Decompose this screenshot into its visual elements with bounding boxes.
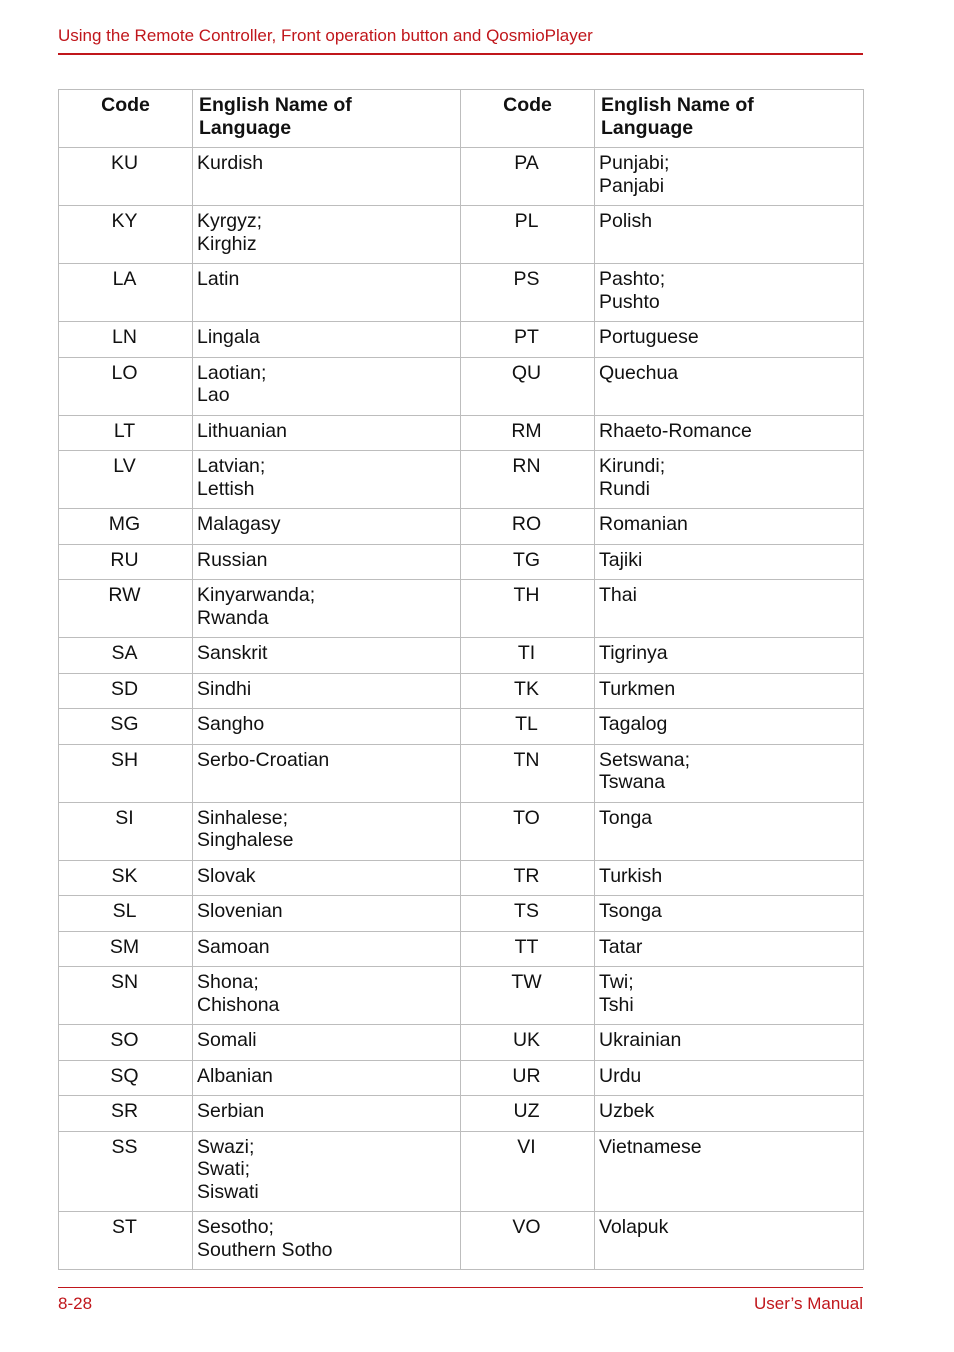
page-header xyxy=(58,26,863,55)
language-code-cell: TW xyxy=(461,967,595,1025)
language-code-cell: RW xyxy=(59,580,193,638)
language-name-line: Chishona xyxy=(197,993,280,1016)
language-name-cell xyxy=(193,673,461,709)
language-name-line: Kirundi; xyxy=(599,455,666,477)
table-header-row xyxy=(59,90,864,148)
language-code-cell: LV xyxy=(59,451,193,509)
language-code-cell: LO xyxy=(59,357,193,415)
table-row xyxy=(59,451,864,509)
language-code-cell: TO xyxy=(461,802,595,860)
language-name-line: Malagasy xyxy=(197,513,281,535)
language-name-line: Tsonga xyxy=(599,900,662,922)
language-name-line: Urdu xyxy=(599,1064,642,1087)
language-name-cell xyxy=(193,744,461,802)
language-code-cell: RN xyxy=(461,451,595,509)
language-code-cell: PS xyxy=(461,264,595,322)
language-name-cell xyxy=(595,1025,864,1061)
table-row xyxy=(59,896,864,932)
language-code-cell: UR xyxy=(461,1060,595,1096)
language-code-cell: TG xyxy=(461,544,595,580)
language-code-cell: RU xyxy=(59,544,193,580)
language-name-line: Rwanda xyxy=(197,606,269,629)
language-name-line: Kirghiz xyxy=(197,232,257,255)
language-code-cell: LN xyxy=(59,322,193,358)
language-name-line: Volapuk xyxy=(599,1216,669,1238)
language-code-cell: SR xyxy=(59,1096,193,1132)
language-code-cell: MG xyxy=(59,509,193,545)
language-name-cell xyxy=(595,860,864,896)
language-code-cell: KY xyxy=(59,206,193,264)
language-name-line: Tigrinya xyxy=(599,642,668,664)
language-name-line: Tswana xyxy=(599,771,666,793)
language-name-cell xyxy=(193,415,461,451)
language-name-line: Kurdish xyxy=(197,152,264,174)
language-name-line: Romanian xyxy=(599,513,688,535)
language-code-cell: SN xyxy=(59,967,193,1025)
language-name-line: Uzbek xyxy=(599,1100,655,1122)
column-header-language: English Name of Language xyxy=(193,90,461,148)
language-code-cell: TS xyxy=(461,896,595,932)
language-name-cell xyxy=(193,709,461,745)
table-row xyxy=(59,544,864,580)
language-name-cell xyxy=(595,1212,864,1270)
language-name-line: Quechua xyxy=(599,361,679,384)
language-code-cell: LA xyxy=(59,264,193,322)
language-name-cell xyxy=(193,931,461,967)
language-name-cell xyxy=(193,148,461,206)
language-name-cell xyxy=(193,1212,461,1270)
table-body xyxy=(59,148,864,1270)
language-code-cell: VI xyxy=(461,1131,595,1212)
language-name-cell xyxy=(193,580,461,638)
table-row xyxy=(59,1131,864,1212)
language-name-line: Sesotho; xyxy=(197,1216,274,1238)
language-code-cell: VO xyxy=(461,1212,595,1270)
language-code-cell: TH xyxy=(461,580,595,638)
language-name-line: Lao xyxy=(197,384,230,406)
language-name-line: Lithuanian xyxy=(197,419,287,442)
language-code-cell: TL xyxy=(461,709,595,745)
language-name-line: Tagalog xyxy=(599,713,668,735)
language-name-line: Twi; xyxy=(599,971,634,993)
language-code-cell: SI xyxy=(59,802,193,860)
language-name-cell xyxy=(193,544,461,580)
table-row xyxy=(59,580,864,638)
language-code-cell: UZ xyxy=(461,1096,595,1132)
language-code-cell: SD xyxy=(59,673,193,709)
language-name-cell xyxy=(193,896,461,932)
language-name-line: Sangho xyxy=(197,713,265,735)
table-row xyxy=(59,709,864,745)
language-code-cell: TT xyxy=(461,931,595,967)
language-name-cell xyxy=(595,638,864,674)
language-name-cell xyxy=(193,860,461,896)
language-name-line: Panjabi xyxy=(599,174,665,197)
language-name-line: Tatar xyxy=(599,935,643,958)
language-name-cell xyxy=(193,967,461,1025)
language-name-line: Pashto; xyxy=(599,268,666,290)
language-code-cell: PL xyxy=(461,206,595,264)
language-code-cell: RO xyxy=(461,509,595,545)
table-row xyxy=(59,802,864,860)
language-name-line: Laotian; xyxy=(197,361,267,384)
language-name-cell xyxy=(193,1025,461,1061)
language-name-cell xyxy=(193,638,461,674)
language-name-line: Serbian xyxy=(197,1100,265,1122)
language-name-line: Slovenian xyxy=(197,900,283,922)
language-name-line: Sindhi xyxy=(197,677,252,700)
column-header-code: Code xyxy=(461,90,595,148)
language-code-cell: QU xyxy=(461,357,595,415)
language-name-cell xyxy=(595,357,864,415)
table-row xyxy=(59,415,864,451)
language-name-line: Swati; xyxy=(197,1158,251,1180)
table-row xyxy=(59,264,864,322)
header-title: Using the Remote Controller, Front operation button and QosmioPlayer xyxy=(58,26,593,45)
language-name-line: Portuguese xyxy=(599,326,699,348)
language-name-cell xyxy=(595,967,864,1025)
language-name-line: Lingala xyxy=(197,326,260,348)
table-row xyxy=(59,357,864,415)
language-name-cell xyxy=(595,744,864,802)
language-code-cell: UK xyxy=(461,1025,595,1061)
table-row xyxy=(59,967,864,1025)
language-name-line: Thai xyxy=(599,584,637,606)
table-row xyxy=(59,148,864,206)
language-name-line: Somali xyxy=(197,1029,257,1051)
table-row xyxy=(59,509,864,545)
language-name-line: Polish xyxy=(599,210,653,232)
table-row xyxy=(59,1096,864,1132)
language-name-line: Albanian xyxy=(197,1064,273,1087)
language-code-cell: SQ xyxy=(59,1060,193,1096)
language-name-cell xyxy=(595,1060,864,1096)
language-name-cell xyxy=(595,415,864,451)
language-name-line: Swazi; xyxy=(197,1135,255,1158)
page-footer xyxy=(58,1287,863,1318)
language-name-cell xyxy=(595,896,864,932)
language-name-cell xyxy=(193,509,461,545)
language-name-line: Serbo-Croatian xyxy=(197,748,330,771)
language-name-line: Slovak xyxy=(197,864,256,887)
table-row xyxy=(59,1060,864,1096)
language-code-table xyxy=(58,89,864,1270)
language-name-cell xyxy=(595,802,864,860)
language-name-cell xyxy=(595,206,864,264)
page-number: 8-28 xyxy=(58,1294,93,1313)
language-code-cell: KU xyxy=(59,148,193,206)
manual-title: User’s Manual xyxy=(754,1294,863,1313)
language-code-cell: TI xyxy=(461,638,595,674)
language-code-cell: LT xyxy=(59,415,193,451)
language-name-line: Tshi xyxy=(599,993,634,1016)
table-row xyxy=(59,1212,864,1270)
language-code-cell: SL xyxy=(59,896,193,932)
language-name-line: Samoan xyxy=(197,935,270,958)
language-name-line: Sanskrit xyxy=(197,642,268,664)
language-name-line: Setswana; xyxy=(599,748,691,771)
language-code-cell: TR xyxy=(461,860,595,896)
table-row xyxy=(59,206,864,264)
table-row xyxy=(59,638,864,674)
language-name-line: Singhalese xyxy=(197,829,294,851)
language-name-cell xyxy=(193,451,461,509)
language-name-cell xyxy=(193,1131,461,1212)
language-name-line: Kinyarwanda; xyxy=(197,584,316,606)
language-name-line: Tonga xyxy=(599,806,653,829)
language-name-line: Russian xyxy=(197,548,268,571)
language-name-cell xyxy=(193,357,461,415)
language-name-line: Turkish xyxy=(599,864,663,887)
language-name-cell xyxy=(595,673,864,709)
language-name-line: Southern Sotho xyxy=(197,1238,333,1261)
language-name-cell xyxy=(595,931,864,967)
language-name-cell xyxy=(193,1096,461,1132)
language-code-cell: ST xyxy=(59,1212,193,1270)
table-row xyxy=(59,322,864,358)
table-row xyxy=(59,673,864,709)
language-name-cell xyxy=(595,580,864,638)
language-name-cell xyxy=(193,264,461,322)
language-name-line: Lettish xyxy=(197,477,255,500)
language-code-cell: SG xyxy=(59,709,193,745)
language-name-line: Ukrainian xyxy=(599,1029,682,1051)
language-name-line: Rhaeto-Romance xyxy=(599,419,752,442)
language-name-line: Pushto xyxy=(599,290,660,313)
language-code-cell: PT xyxy=(461,322,595,358)
language-name-line: Vietnamese xyxy=(599,1135,702,1158)
language-code-cell: SH xyxy=(59,744,193,802)
language-name-line: Shona; xyxy=(197,971,259,993)
language-name-cell xyxy=(193,322,461,358)
language-name-cell xyxy=(595,544,864,580)
language-name-line: Tajiki xyxy=(599,548,643,571)
language-code-cell: RM xyxy=(461,415,595,451)
table-row xyxy=(59,931,864,967)
table-row xyxy=(59,1025,864,1061)
language-name-cell xyxy=(193,1060,461,1096)
language-name-line: Latin xyxy=(197,268,240,290)
language-name-cell xyxy=(595,709,864,745)
language-code-cell: TN xyxy=(461,744,595,802)
language-name-cell xyxy=(595,1096,864,1132)
language-name-cell xyxy=(595,264,864,322)
column-header-code: Code xyxy=(59,90,193,148)
language-name-line: Sinhalese; xyxy=(197,806,289,829)
language-name-cell xyxy=(595,322,864,358)
language-name-line: Latvian; xyxy=(197,455,266,477)
language-name-line: Kyrgyz; xyxy=(197,210,263,232)
language-name-cell xyxy=(595,509,864,545)
language-name-cell xyxy=(193,206,461,264)
language-code-cell: SA xyxy=(59,638,193,674)
table-row xyxy=(59,860,864,896)
language-code-cell: SS xyxy=(59,1131,193,1212)
language-name-cell xyxy=(595,1131,864,1212)
language-code-cell: SK xyxy=(59,860,193,896)
language-name-cell xyxy=(595,148,864,206)
column-header-language: English Name of Language xyxy=(595,90,864,148)
language-code-cell: PA xyxy=(461,148,595,206)
language-name-line: Punjabi; xyxy=(599,152,670,174)
table-row xyxy=(59,744,864,802)
language-name-line: Turkmen xyxy=(599,677,676,700)
language-code-cell: SM xyxy=(59,931,193,967)
language-code-cell: TK xyxy=(461,673,595,709)
language-name-line: Rundi xyxy=(599,477,650,500)
language-name-line: Siswati xyxy=(197,1180,259,1203)
language-name-cell xyxy=(193,802,461,860)
language-name-cell xyxy=(595,451,864,509)
language-code-cell: SO xyxy=(59,1025,193,1061)
